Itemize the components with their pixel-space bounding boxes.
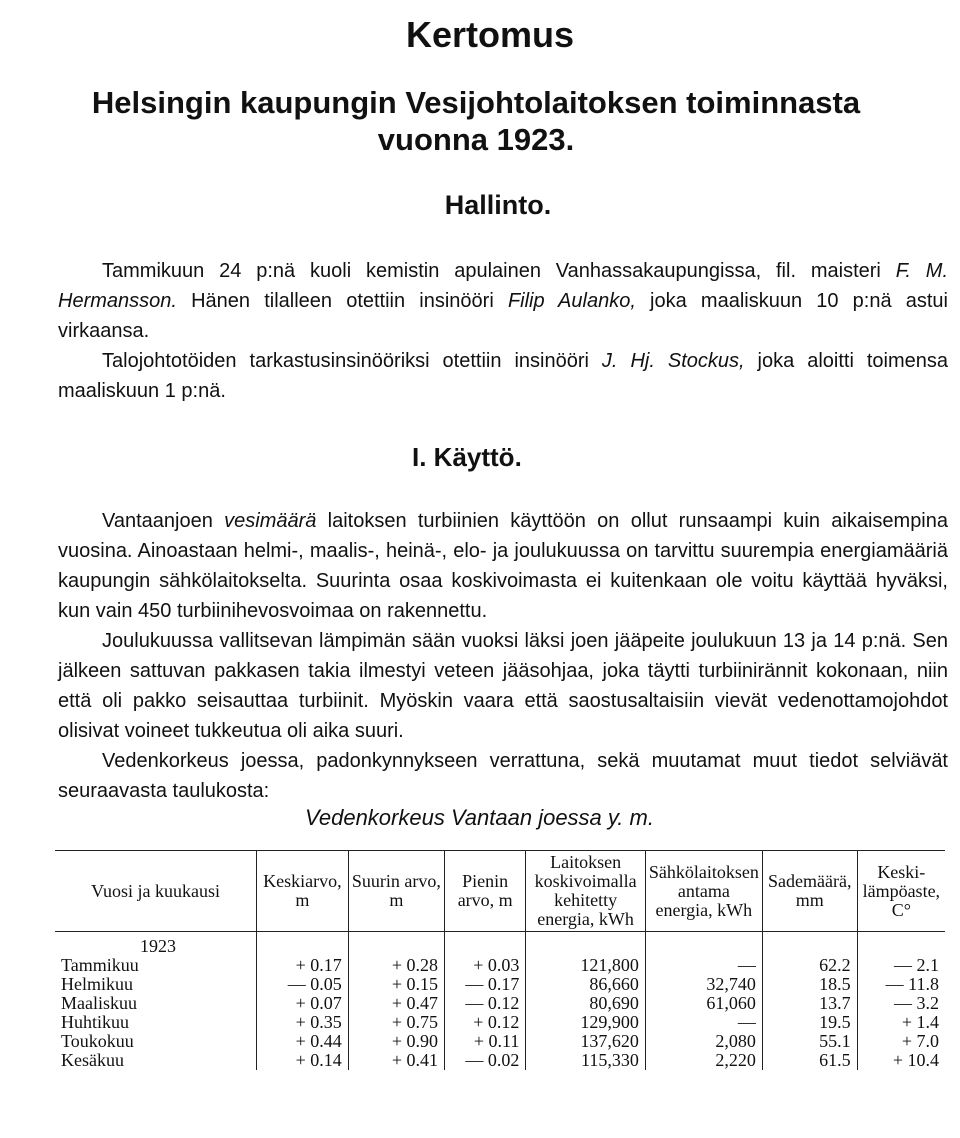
operation-paragraph-3: Vedenkorkeus joessa, padonkynnykseen verrattuna, sekä muutamat muut tiedot selviävät seuraavasta taulukosta:: [58, 750, 948, 802]
value-cell: — 0.17: [445, 975, 526, 994]
value-cell: 61,060: [645, 994, 762, 1013]
table-row: [55, 975, 945, 994]
value-cell: 115,330: [526, 1051, 646, 1070]
value-cell: + 0.75: [348, 1013, 444, 1032]
value-cell: — 11.8: [857, 975, 945, 994]
value-cell: 13.7: [762, 994, 857, 1013]
value-cell: + 0.41: [348, 1051, 444, 1070]
value-cell: + 0.47: [348, 994, 444, 1013]
report-subtitle-line1: Helsingin kaupungin Vesijohtolaitoksen toiminnasta: [91, 85, 861, 120]
value-cell: 137,620: [526, 1032, 646, 1051]
value-cell: —: [645, 1013, 762, 1032]
value-cell: + 0.14: [257, 1051, 349, 1070]
table-caption: Vedenkorkeus Vantaan joessa y. m.: [305, 805, 654, 830]
value-cell: 129,900: [526, 1013, 646, 1032]
operation-paragraph-2: Joulukuussa vallitsevan lämpimän sään vuoksi läksi joen jääpeite joulukuun 13 ja 14 p:nä. Sen jälkeen sattuvan pakkasen takia ilmestyi veteen jääsohjaa, joka täytti turbiinirännit kokonaan, niin että oli pakko seisauttaa turbiinit. Myöskin vaara että saostusaltaisiin vievät vedenottamojohdot olisivat voineet tukkeutua oli aika suuri.: [58, 630, 948, 742]
value-cell: —: [645, 956, 762, 975]
section-heading-admin: Hallinto.: [444, 190, 552, 220]
operation-section: [58, 506, 948, 806]
value-cell: — 0.02: [445, 1051, 526, 1070]
month-cell: Kesäkuu: [61, 1050, 124, 1070]
value-cell: 2,080: [645, 1032, 762, 1051]
value-cell: + 0.07: [257, 994, 349, 1013]
value-cell: 80,690: [526, 994, 646, 1013]
col-header-rainfall: Sademäärä, mm: [762, 851, 857, 932]
table-row: [55, 994, 945, 1013]
col-header-temperature: Keski-lämpöaste, C°: [857, 851, 945, 932]
value-cell: + 0.15: [348, 975, 444, 994]
admin-paragraph-2: Talojohtotöiden tarkastusinsinööriksi otettiin insinööri J. Hj. Stockus, joka aloitti toimensa maaliskuun 1 p:nä.: [58, 350, 949, 402]
value-cell: — 3.2: [857, 994, 945, 1013]
value-cell: 55.1: [762, 1032, 857, 1051]
table-row: [55, 1032, 945, 1051]
col-header-month: Vuosi ja kuukausi: [55, 851, 257, 932]
value-cell: + 0.17: [257, 956, 349, 975]
value-cell: 62.2: [762, 956, 857, 975]
table-row: [55, 956, 945, 975]
value-cell: — 2.1: [857, 956, 945, 975]
value-cell: 121,800: [526, 956, 646, 975]
col-header-electric-energy: Sähkölaitoksen antama energia, kWh: [645, 851, 762, 932]
col-header-hydro-energy: Laitoksen koskivoimalla kehitetty energia, kWh: [526, 851, 646, 932]
month-cell: Helmikuu: [61, 974, 133, 994]
admin-paragraph-1: Tammikuun 24 p:nä kuoli kemistin apulainen Vanhassakaupungissa, fil. maisteri F. M. Hermansson. Hänen tilalleen otettiin insinööri Filip Aulanko, joka maaliskuun 10 p:nä astui virkaansa.: [58, 260, 949, 342]
year-row: [55, 932, 945, 957]
value-cell: + 0.35: [257, 1013, 349, 1032]
value-cell: 86,660: [526, 975, 646, 994]
col-header-mean: Keskiarvo, m: [257, 851, 349, 932]
value-cell: + 7.0: [857, 1032, 945, 1051]
col-header-max: Suurin arvo, m: [348, 851, 444, 932]
value-cell: + 0.28: [348, 956, 444, 975]
value-cell: — 0.12: [445, 994, 526, 1013]
value-cell: + 1.4: [857, 1013, 945, 1032]
year-cell: 1923: [140, 936, 176, 956]
section-heading-operation: I. Käyttö.: [412, 442, 522, 472]
value-cell: + 0.11: [445, 1032, 526, 1051]
value-cell: 32,740: [645, 975, 762, 994]
value-cell: 61.5: [762, 1051, 857, 1070]
month-cell: Toukokuu: [61, 1031, 134, 1051]
month-cell: Tammikuu: [61, 955, 139, 975]
water-level-table: [55, 850, 945, 1070]
value-cell: 18.5: [762, 975, 857, 994]
month-cell: Huhtikuu: [61, 1012, 130, 1032]
value-cell: + 0.03: [445, 956, 526, 975]
value-cell: 2,220: [645, 1051, 762, 1070]
admin-section: [58, 256, 948, 406]
value-cell: — 0.05: [257, 975, 349, 994]
table-row: [55, 1051, 945, 1070]
col-header-min: Pienin arvo, m: [445, 851, 526, 932]
report-title: Kertomus: [405, 14, 575, 55]
value-cell: + 0.44: [257, 1032, 349, 1051]
table-row: [55, 1013, 945, 1032]
report-subtitle-line2: vuonna 1923.: [377, 122, 575, 157]
value-cell: + 0.12: [445, 1013, 526, 1032]
value-cell: 19.5: [762, 1013, 857, 1032]
month-cell: Maaliskuu: [61, 993, 137, 1013]
operation-paragraph-1: Vantaanjoen vesimäärä laitoksen turbiinien käyttöön on ollut runsaampi kuin aikaisempina vuosina. Ainoastaan helmi-, maalis-, heinä-, elo- ja joulukuussa on tarvittu suurempia energiamääriä kaupungin sähkölaitokselta. Suurinta osaa koskivoimasta ei kuitenkaan ole voitu käyttää hyväksi, kun vain 450 turbiinihevosvoimaa on rakennettu.: [58, 510, 949, 622]
value-cell: + 0.90: [348, 1032, 444, 1051]
value-cell: + 10.4: [857, 1051, 945, 1070]
